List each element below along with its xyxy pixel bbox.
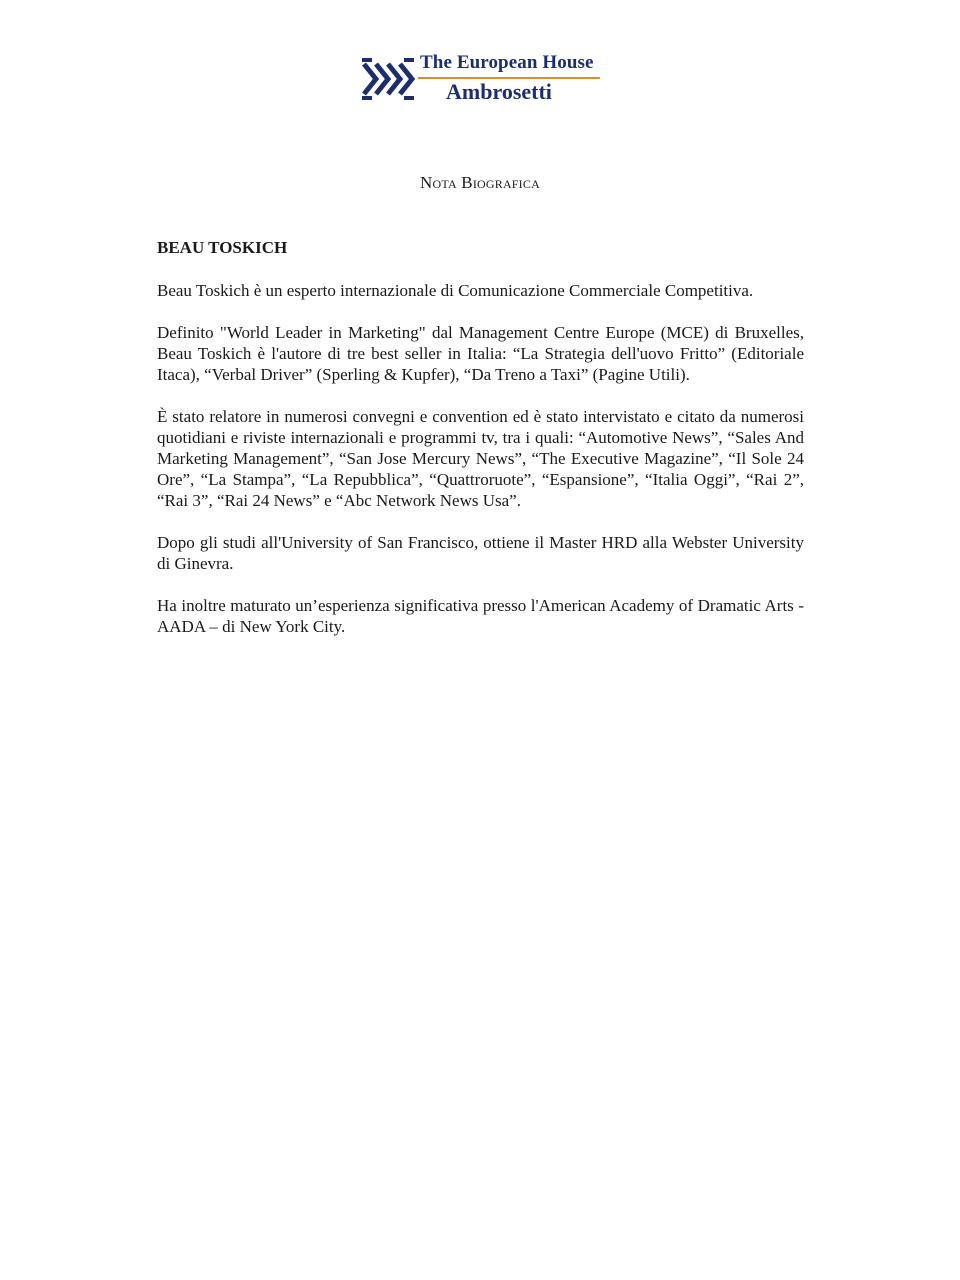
person-name: BEAU TOSKICH [157, 238, 288, 257]
paragraph-books: Definito "World Leader in Marketing" dal Management Centre Europe (MCE) di Bruxelles, Beau Toskich è l'autore di tre best seller in Italia: “La Strategia dell'uovo Fritto” (Editoriale Itaca), “Verbal Driver” (Sperling & Kupfer), “Da Treno a Taxi” (Pagine Utili). [157, 323, 804, 384]
document-title: Nota Biografica [420, 173, 540, 192]
paragraph-education: Dopo gli studi all'University of San Francisco, ottiene il Master HRD alla Webster University di Ginevra. [157, 533, 804, 573]
logo-mark-icon [360, 54, 416, 104]
logo-text-line1: The European House [420, 52, 594, 73]
paragraph-experience: Ha inoltre maturato un’esperienza significativa presso l'American Academy of Dramatic Arts - AADA – di New York City. [157, 596, 804, 636]
paragraph-intro: Beau Toskich è un esperto internazionale di Comunicazione Commerciale Competitiva. [157, 281, 754, 300]
logo-text-line2: Ambrosetti [446, 79, 552, 104]
paragraph-media: È stato relatore in numerosi convegni e convention ed è stato intervistato e citato da numerosi quotidiani e riviste internazionali e programmi tv, tra i quali: “Automotive News”, “Sales And Marketing Management”, “San Jose Mercury News”, “The Executive Magazine”, “Il Sole 24 Ore”, “La Stampa”, “La Repubblica”, “Quattroruote”, “Espansione”, “Italia Oggi”, “Rai 2”, “Rai 3”, “Rai 24 News” e “Abc Network News Usa”. [157, 407, 804, 510]
biography-body [157, 280, 804, 658]
company-logo [360, 52, 605, 108]
